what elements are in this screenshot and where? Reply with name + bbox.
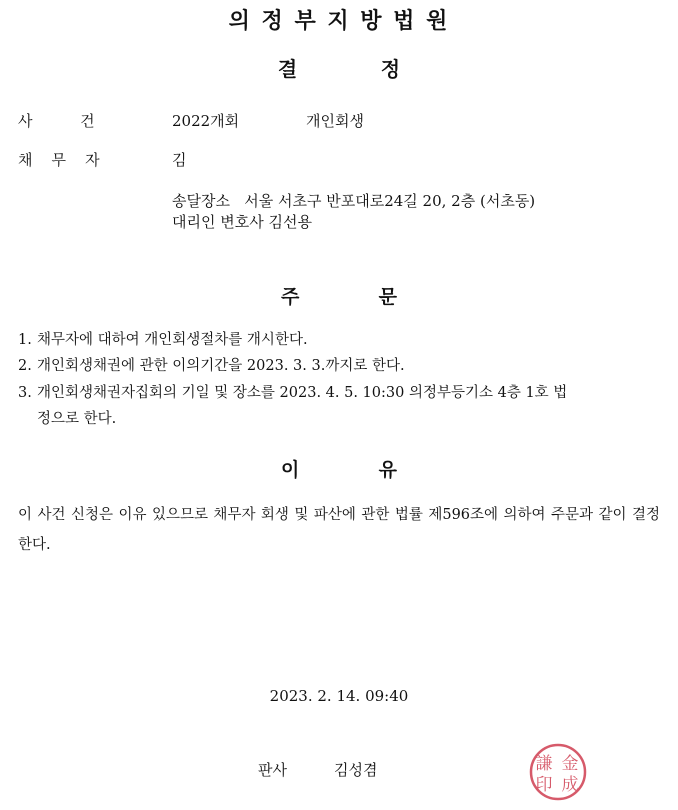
judge-name: 김성겸 <box>334 761 378 779</box>
document-title: 결 정 <box>277 57 401 81</box>
case-type: 개인회생 <box>306 112 364 130</box>
order-item-number: 3. <box>18 385 32 401</box>
court-seal-icon <box>528 742 588 802</box>
order-heading: 주 문 <box>280 286 398 308</box>
service-address: 송달장소 서울 서초구 반포대로24길 20, 2층 (서초동) <box>172 192 536 210</box>
order-item-number: 1. <box>18 332 32 348</box>
order-item-number: 2. <box>18 358 32 374</box>
reason-heading: 이 유 <box>280 459 398 481</box>
order-item-2 <box>18 353 658 379</box>
order-item-continuation: 정으로 한다. <box>37 411 117 427</box>
decision-date: 2023. 2. 14. 09:40 <box>269 687 409 705</box>
reason-text: 이 사건 신청은 이유 있으므로 채무자 회생 및 파산에 관한 법률 제596조에 의하여 주문과 같이 결정한다. <box>18 507 660 553</box>
case-number: 2022개회 <box>172 112 240 130</box>
court-name: 의 정 부 지 방 법 원 <box>228 9 450 34</box>
seal-char: 成 <box>561 775 579 795</box>
seal-char: 金 <box>561 754 579 774</box>
order-item-text: 개인회생채권에 관한 이의기간을 2023. 3. 3.까지로 한다. <box>37 358 405 374</box>
debtor-label: 채 무 자 <box>18 151 100 169</box>
debtor-name: 김 <box>172 151 187 169</box>
case-label: 사 건 <box>18 112 95 130</box>
order-item-text: 개인회생채권자집회의 기일 및 장소를 2023. 4. 5. 10:30 의정부등기소 4층 1호 법 <box>37 385 568 401</box>
seal-char: 印 <box>535 775 553 795</box>
seal-char: 謙 <box>535 754 553 774</box>
order-item-1 <box>18 327 658 353</box>
judge-title: 판사 <box>258 761 287 779</box>
order-item-text: 채무자에 대하여 개인회생절차를 개시한다. <box>37 332 308 348</box>
legal-agent: 대리인 변호사 김선용 <box>172 213 312 231</box>
order-item-3 <box>18 380 658 432</box>
